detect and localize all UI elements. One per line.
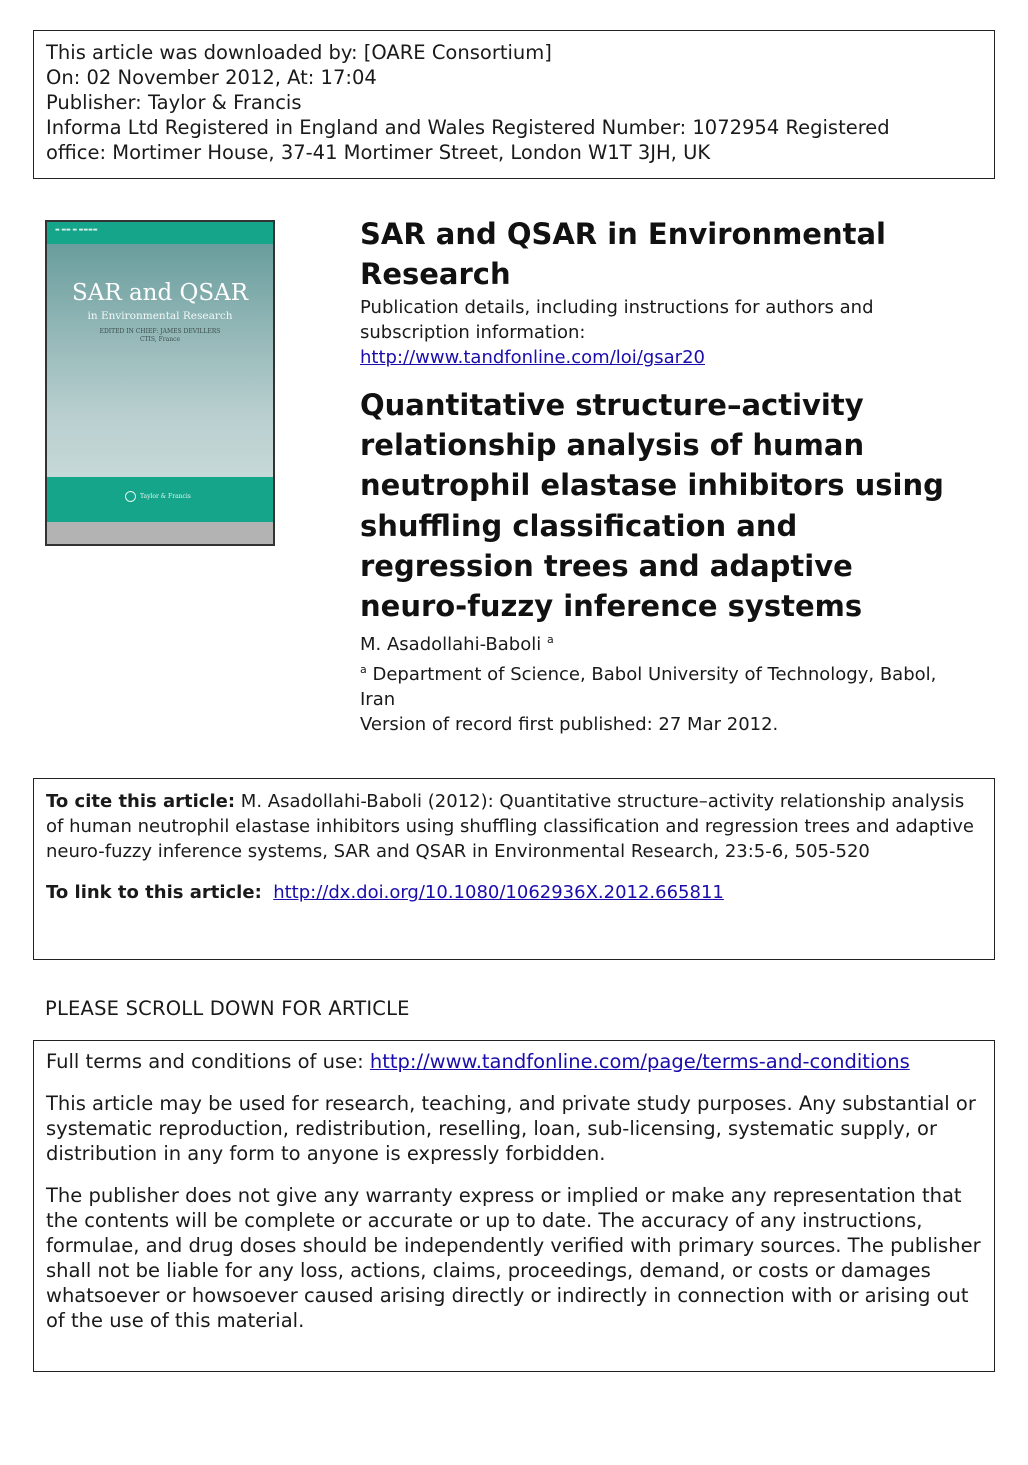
affiliation-text: Department of Science, Babol University of Technology, Babol, Iran	[360, 664, 937, 710]
article-title: Quantitative structure–activity relationship analysis of human neutrophil elastase inhibitors using shuffling classification and regression trees and adaptive neuro-fuzzy inference systems	[360, 388, 944, 624]
author-affiliation-marker: a	[546, 633, 554, 646]
cover-title: SAR and QSAR	[71, 280, 249, 306]
cover-editors-line: CTIS, France	[139, 336, 181, 343]
article-link-row	[46, 880, 982, 905]
cover-subtitle: in Environmental Research	[87, 310, 233, 322]
publication-details-line: Publication details, including instructions for authors and	[360, 297, 874, 318]
publisher-logo-icon	[125, 491, 136, 502]
download-notice-line: On: 02 November 2012, At: 17:04	[46, 66, 377, 89]
version-of-record: Version of record first published: 27 Mar 2012.	[360, 714, 779, 735]
cite-label: To cite this article:	[46, 791, 236, 812]
download-notice-line: This article was downloaded by: [OARE Consortium]	[46, 41, 552, 64]
affiliation	[360, 662, 970, 712]
terms-box	[33, 1040, 995, 1372]
link-label: To link to this article:	[46, 882, 262, 903]
scroll-down-notice: PLEASE SCROLL DOWN FOR ARTICLE	[45, 997, 410, 1020]
download-notice-line: Publisher: Taylor & Francis	[46, 91, 302, 114]
publication-details	[360, 295, 960, 370]
terms-intro-text: Full terms and conditions of use:	[46, 1050, 364, 1073]
cover-editors-line: EDITED IN CHIEF: JAMES DEVILLERS	[99, 328, 221, 335]
publication-details-line: subscription information:	[360, 322, 586, 343]
affiliation-marker: a	[360, 663, 367, 676]
download-notice-box	[33, 30, 995, 179]
download-notice-line: office: Mortimer House, 37-41 Mortimer Street, London W1T 3JH, UK	[46, 141, 711, 164]
cover-grey-band	[47, 522, 273, 546]
cover-top-band	[47, 222, 273, 244]
terms-link[interactable]: http://www.tandfonline.com/page/terms-and-conditions	[369, 1050, 910, 1073]
citation	[46, 789, 982, 864]
author-line	[360, 632, 960, 657]
cover-bottom-band	[47, 477, 273, 522]
publisher-logo-text: Taylor & Francis	[140, 493, 191, 500]
terms-paragraph: The publisher does not give any warranty express or implied or make any representation that the contents will be complete or accurate or up to date. The accuracy of any instructions, formulae, and drug doses should be independently verified with primary sources. The publisher shall not be liable for any loss, actions, claims, proceedings, demand, or costs or damages whatsoever or howsoever caused arising directly or indirectly in connection with or arising out of the use of this material.	[46, 1184, 981, 1332]
citation-text: M. Asadollahi-Baboli (2012): Quantitative structure–activity relationship analysis of human neutrophil elastase inhibitors using shuffling classification and regression trees and adaptive neuro-fuzzy inference systems, SAR and QSAR in Environmental Research, 23:5-6, 505-520	[46, 791, 974, 862]
publisher-logo	[125, 491, 191, 502]
terms-paragraph: This article may be used for research, teaching, and private study purposes. Any substantial or systematic reproduction, redistribution, reselling, loan, sub-licensing, systematic supply, or distribution in any form to anyone is expressly forbidden.	[46, 1092, 976, 1165]
cover-editors	[47, 328, 273, 344]
download-notice-line: Informa Ltd Registered in England and Wales Registered Number: 1072954 Registered	[46, 116, 890, 139]
journal-title: SAR and QSAR in Environmental Research	[360, 217, 886, 291]
journal-url-link[interactable]: http://www.tandfonline.com/loi/gsar20	[360, 347, 705, 368]
cite-box	[33, 778, 995, 960]
journal-cover-image	[45, 220, 275, 546]
cover-issue-text: ▬ ▬▬ ▬ ▬▬▬▬	[55, 227, 98, 233]
author-name: M. Asadollahi-Baboli	[360, 634, 542, 655]
terms-intro	[46, 1049, 982, 1074]
doi-link[interactable]: http://dx.doi.org/10.1080/1062936X.2012.665811	[273, 882, 724, 903]
affiliation-block	[360, 662, 970, 737]
